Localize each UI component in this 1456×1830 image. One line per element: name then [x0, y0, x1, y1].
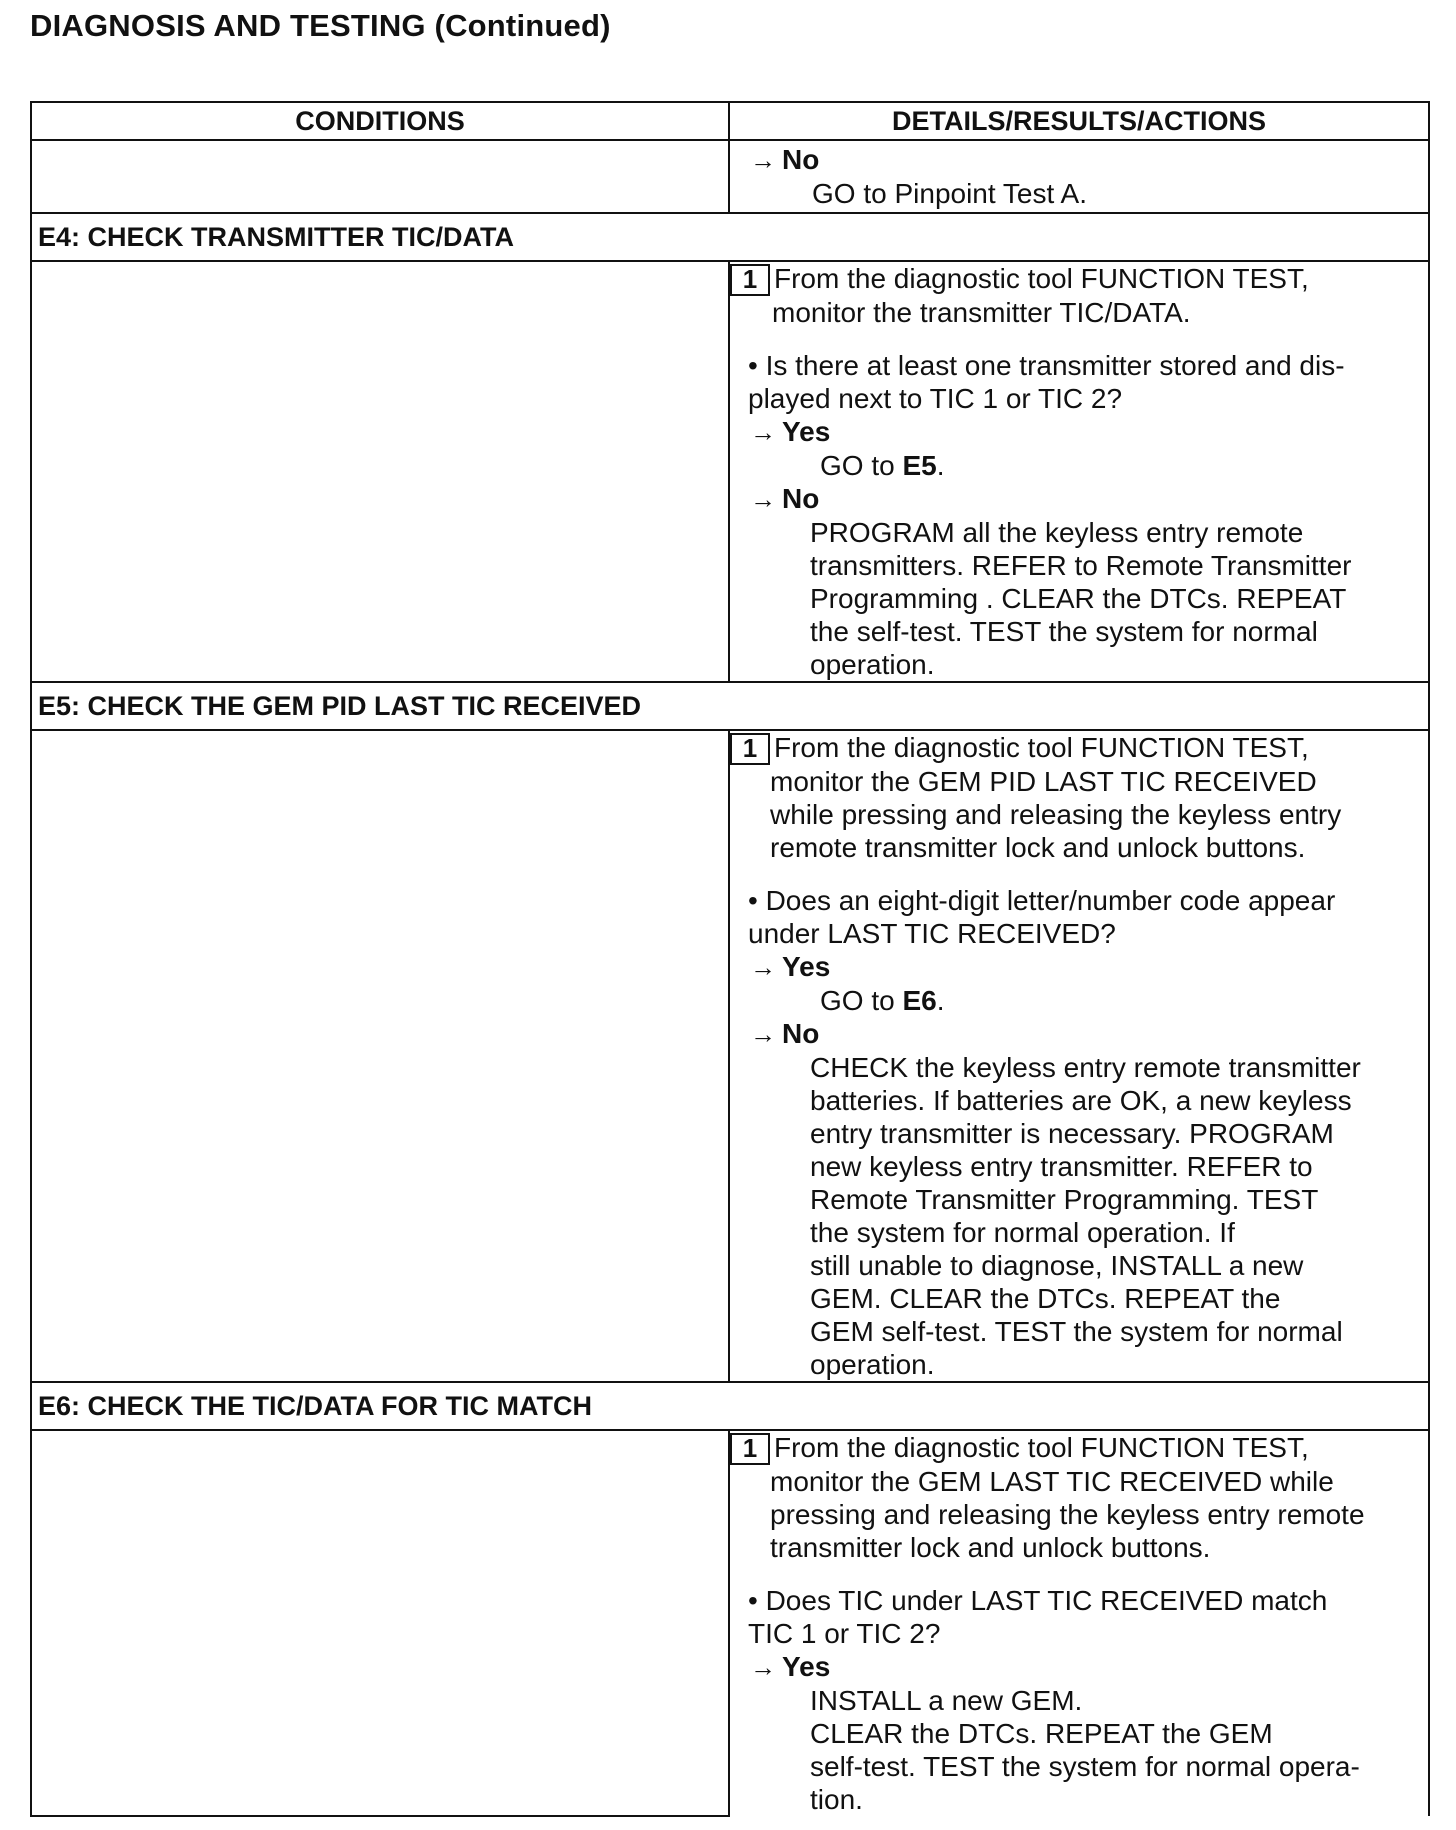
- yes-branch: → Yes: [750, 416, 831, 447]
- section-heading-row: [31, 1382, 1429, 1430]
- section-heading: E6: CHECK THE TIC/DATA FOR TIC MATCH: [31, 1382, 1429, 1430]
- conditions-header: CONDITIONS: [31, 102, 729, 140]
- step-number: 1: [730, 264, 770, 296]
- section-heading-row: [31, 213, 1429, 261]
- question: • Is there at least one transmitter stored and dis- played next to TIC 1 or TIC 2?: [748, 350, 1345, 414]
- no-branch: → No: [750, 144, 820, 175]
- step-text-first: From the diagnostic tool FUNCTION TEST,: [774, 732, 1309, 763]
- section-heading-row: [31, 682, 1429, 730]
- yes-branch: → Yes: [750, 1651, 831, 1682]
- table-row: [31, 140, 1429, 213]
- table-header-row: [31, 102, 1429, 140]
- yes-branch: → Yes: [750, 951, 831, 982]
- no-branch: → No: [750, 1018, 820, 1049]
- arrow-right-icon: →: [750, 1652, 776, 1682]
- details-cell: [729, 730, 1429, 1382]
- no-action: PROGRAM all the keyless entry remote transmitters. REFER to Remote Transmitter Programming . CLEAR the DTCs. REPEAT the self-test. TEST the system for normal operation.: [810, 517, 1352, 680]
- table-row: [31, 730, 1429, 1382]
- details-cell: [729, 261, 1429, 682]
- arrow-right-icon: →: [750, 417, 776, 447]
- question: • Does an eight-digit letter/number code appear under LAST TIC RECEIVED?: [748, 885, 1336, 949]
- question: • Does TIC under LAST TIC RECEIVED match TIC 1 or TIC 2?: [748, 1585, 1328, 1649]
- step-text-first: From the diagnostic tool FUNCTION TEST,: [774, 1432, 1309, 1463]
- details-header: DETAILS/RESULTS/ACTIONS: [729, 102, 1429, 140]
- table-row: [31, 1430, 1429, 1816]
- yes-action: INSTALL a new GEM. CLEAR the DTCs. REPEAT the GEM self-test. TEST the system for normal opera- tion.: [810, 1685, 1360, 1815]
- arrow-right-icon: →: [750, 145, 776, 175]
- no-action: GO to Pinpoint Test A.: [812, 178, 1087, 209]
- conditions-cell: [31, 261, 729, 682]
- step-text-rest: monitor the transmitter TIC/DATA.: [772, 297, 1191, 328]
- conditions-cell: [31, 1430, 729, 1816]
- diagnosis-table: [30, 101, 1430, 1817]
- step-text-first: From the diagnostic tool FUNCTION TEST,: [774, 263, 1309, 294]
- arrow-right-icon: →: [750, 1019, 776, 1049]
- page-title: DIAGNOSIS AND TESTING (Continued): [30, 8, 611, 43]
- step: [730, 731, 1428, 765]
- section-heading: E5: CHECK THE GEM PID LAST TIC RECEIVED: [31, 682, 1429, 730]
- arrow-right-icon: →: [750, 952, 776, 982]
- details-cell: [729, 1430, 1429, 1816]
- section-heading: E4: CHECK TRANSMITTER TIC/DATA: [31, 213, 1429, 261]
- arrow-right-icon: →: [750, 484, 776, 514]
- no-action: CHECK the keyless entry remote transmitter batteries. If batteries are OK, a new keyless entry transmitter is necessary. PROGRAM new keyless entry transmitter. REFER to Remote Transmitter Programming. TEST the system for normal operation. If still unable to diagnose, INSTALL a new GEM. CLEAR the DTCs. REPEAT the GEM self-test. TEST the system for normal operation.: [810, 1052, 1361, 1380]
- step-number: 1: [730, 1433, 770, 1465]
- conditions-cell: [31, 140, 729, 213]
- yes-action: GO to E5.: [820, 450, 945, 481]
- yes-action: GO to E6.: [820, 985, 945, 1016]
- conditions-cell: [31, 730, 729, 1382]
- step: [730, 1431, 1428, 1465]
- step-text-rest: monitor the GEM PID LAST TIC RECEIVED while pressing and releasing the keyless entry remote transmitter lock and unlock buttons.: [770, 766, 1342, 863]
- step-text-rest: monitor the GEM LAST TIC RECEIVED while pressing and releasing the keyless entry remote transmitter lock and unlock buttons.: [770, 1466, 1365, 1563]
- no-branch: → No: [750, 483, 820, 514]
- details-cell: [729, 140, 1429, 213]
- step-number: 1: [730, 733, 770, 765]
- step: [730, 262, 1428, 296]
- table-row: [31, 261, 1429, 682]
